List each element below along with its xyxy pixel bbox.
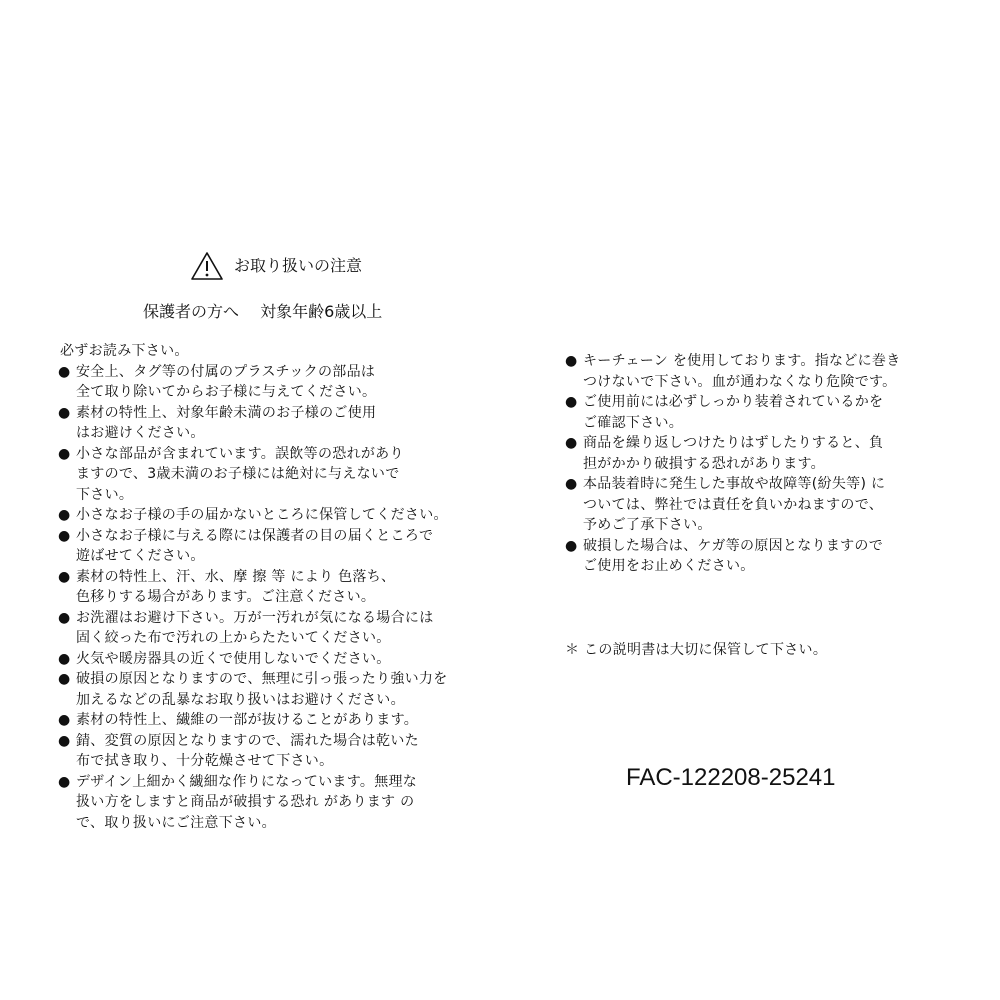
list-item <box>58 649 478 670</box>
list-item <box>58 444 478 506</box>
item-line: ますので、3歳未満のお子様には絶対に与えないで <box>76 466 400 482</box>
list-item <box>58 505 478 526</box>
bullet-icon: ● <box>58 527 71 544</box>
page-subtitle: 保護者の方へ 対象年齢6歳以上 <box>143 302 383 321</box>
bullet-icon: ● <box>565 394 578 410</box>
item-line: つけないで下さい。血が通わなくなり危険です。 <box>583 373 897 390</box>
list-item <box>58 669 478 710</box>
bullet-icon: ● <box>58 609 71 626</box>
intro-text: 必ずお読み下さい。 <box>60 343 189 359</box>
list-item <box>58 567 478 608</box>
bullet-icon: ● <box>565 476 578 492</box>
item-line: 担がかかり破損する恐れがあります。 <box>583 455 825 472</box>
list-item <box>58 608 478 649</box>
item-line: 固く絞った布で汚れの上からたたいてください。 <box>76 630 391 646</box>
bullet-icon: ● <box>58 773 71 790</box>
item-line: 全て取り除いてからお子様に与えてください。 <box>76 384 377 400</box>
bullet-icon: ● <box>58 671 71 687</box>
bullet-icon: ● <box>58 732 71 749</box>
list-item <box>58 772 478 834</box>
list-item <box>58 731 478 772</box>
left-column <box>58 341 478 833</box>
storage-note: ＊ この説明書は大切に保管して下さい。 <box>565 642 828 658</box>
list-item <box>58 362 478 403</box>
list-item <box>58 710 478 731</box>
item-line: で、取り扱いにご注意下さい。 <box>76 814 276 831</box>
bullet-icon: ● <box>565 353 578 369</box>
list-item <box>565 433 945 474</box>
item-line: ご確認下さい。 <box>583 414 684 431</box>
item-line: 布で拭き取り、十分乾燥させて下さい。 <box>76 753 334 769</box>
item-line: 遊ばせてください。 <box>76 548 205 564</box>
item-line: お洗濯はお避け下さい。万が一汚れが気になる場合には <box>76 609 434 626</box>
bullet-icon: ● <box>58 712 71 728</box>
page-title: お取り扱いの注意 <box>234 256 363 275</box>
bullet-icon: ● <box>58 568 71 585</box>
item-line: キーチェーン を使用しております。指などに巻き <box>583 353 901 369</box>
list-item <box>565 351 945 392</box>
item-line: 扱い方をしますと商品が破損する恐れ があります の <box>76 794 415 810</box>
item-line: 予めご了承下さい。 <box>583 517 712 533</box>
list-item <box>58 526 478 567</box>
item-line: 素材の特性上、汗、水、摩 擦 等 により 色落ち、 <box>76 568 396 585</box>
list-item <box>565 536 945 577</box>
item-line: 加えるなどの乱暴なお取り扱いはお避けください。 <box>76 691 405 708</box>
item-line: 火気や暖房器具の近くで使用しないでください。 <box>76 650 391 667</box>
item-line: デザイン上細かく繊細な作りになっています。無理な <box>76 773 418 790</box>
left-item-list <box>58 362 478 834</box>
item-line: 素材の特性上、対象年齢未満のお子様のご使用 <box>76 404 377 421</box>
item-line: 色移りする場合があります。ご注意ください。 <box>76 589 376 605</box>
item-line: 破損した場合は、ケガ等の原因となりますので <box>583 537 884 554</box>
bullet-icon: ● <box>58 404 71 421</box>
item-line: 小さな部品が含まれています。誤飲等の恐れがあり <box>76 445 404 462</box>
title-row <box>190 250 362 282</box>
product-code: FAC-122208-25241 <box>626 764 836 791</box>
list-item <box>58 403 478 444</box>
item-line: ご使用をお止めください。 <box>583 558 755 574</box>
item-line: 錆、変質の原因となりますので、濡れた場合は乾いた <box>76 732 419 749</box>
item-line: ご使用前には必ずしっかり装着されているかを <box>583 394 884 410</box>
item-line: 破損の原因となりますので、無理に引っ張ったり強い力を <box>76 671 448 687</box>
item-line: はお避けください。 <box>76 425 205 441</box>
bullet-icon: ● <box>565 435 578 451</box>
item-line: 小さなお子様の手の届かないところに保管してください。 <box>76 507 448 523</box>
item-line: 商品を繰り返しつけたりはずしたりすると、負 <box>583 435 884 451</box>
item-line: 小さなお子様に与える際には保護者の目の届くところで <box>76 527 434 544</box>
item-line: 安全上、タグ等の付属のプラスチックの部品は <box>76 363 376 380</box>
right-column <box>565 351 945 577</box>
right-item-list <box>565 351 945 577</box>
bullet-icon: ● <box>565 537 578 554</box>
list-item <box>565 392 945 433</box>
item-line: 本品装着時に発生した事故や故障等(紛失等) に <box>583 476 886 492</box>
bullet-icon: ● <box>58 650 71 667</box>
item-line: ついては、弊社では責任を負いかねますので、 <box>583 496 884 513</box>
list-item <box>565 474 945 536</box>
bullet-icon: ● <box>58 445 71 462</box>
bullet-icon: ● <box>58 363 71 380</box>
bullet-icon: ● <box>58 507 71 523</box>
warning-triangle-icon <box>190 251 224 281</box>
item-line: 下さい。 <box>76 486 134 503</box>
item-line: 素材の特性上、繊維の一部が抜けることがあります。 <box>76 712 419 728</box>
